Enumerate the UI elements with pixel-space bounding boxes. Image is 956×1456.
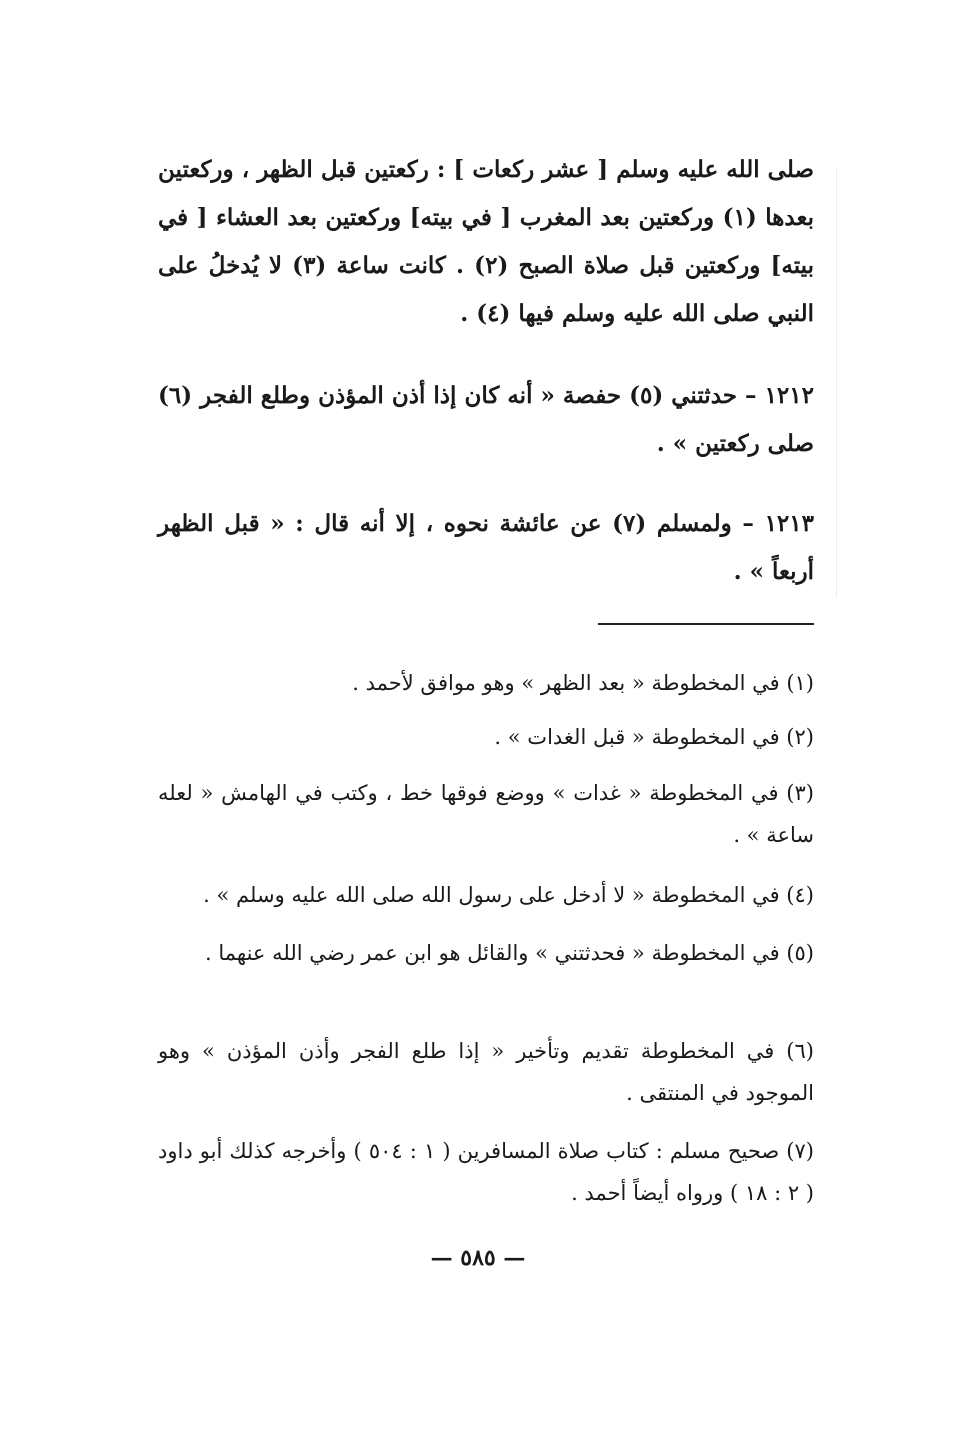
footnote-separator <box>598 623 814 625</box>
page-number: — ٥٨٥ — <box>430 1245 526 1271</box>
footnote-2: (٢) في المخطوطة « قبل الغدات » . <box>494 725 814 749</box>
footnote-4: (٤) في المخطوطة « لا أدخل على رسول الله صلى الله عليه وسلم » . <box>203 883 814 907</box>
footnote-5: (٥) في المخطوطة « فحدثتني » والقائل هو ابن عمر رضي الله عنهما . <box>205 941 814 965</box>
footnote-1: (١) في المخطوطة « بعد الظهر » وهو موافق لأحمد . <box>352 671 814 695</box>
hadith-1212 <box>158 372 814 468</box>
margin-line <box>836 168 837 598</box>
hadith-text: ١٢١٣ – ولمسلم (٧) عن عائشة نحوه ، إلا أنه قال : « قبل الظهر أربعاً » . <box>158 510 814 585</box>
footnote-3: (٣) في المخطوطة « غدات » ووضع فوقها خط ، وكتب في الهامش « لعله ساعة » . <box>158 781 814 847</box>
footnote-7: (٧) صحيح مسلم : كتاب صلاة المسافرين ( ١ : ٥٠٤ ) وأخرجه كذلك أبو داود ( ٢ : ١٨ ) ورواه أيضاً أحمد . <box>158 1139 814 1205</box>
paragraph-continuation <box>158 146 814 338</box>
hadith-1213 <box>158 500 814 596</box>
hadith-text: ١٢١٢ – حدثتني (٥) حفصة « أنه كان إذا أذن المؤذن وطلع الفجر (٦) صلى ركعتين » . <box>158 382 814 457</box>
footnote-6: (٦) في المخطوطة تقديم وتأخير « إذا طلع الفجر وأذن المؤذن » وهو الموجود في المنتقى . <box>158 1039 814 1105</box>
paragraph-text: صلى الله عليه وسلم [ عشر ركعات ] : ركعتين قبل الظهر ، وركعتين بعدها (١) وركعتين بعد المغرب [ في بيته] وركعتين بعد العشاء [ في بيته] وركعتين قبل صلاة الصبح (٢) . كانت ساعة (٣) لا يُدخلُ على النبي صلى الله عليه وسلم فيها (٤) . <box>158 156 814 327</box>
